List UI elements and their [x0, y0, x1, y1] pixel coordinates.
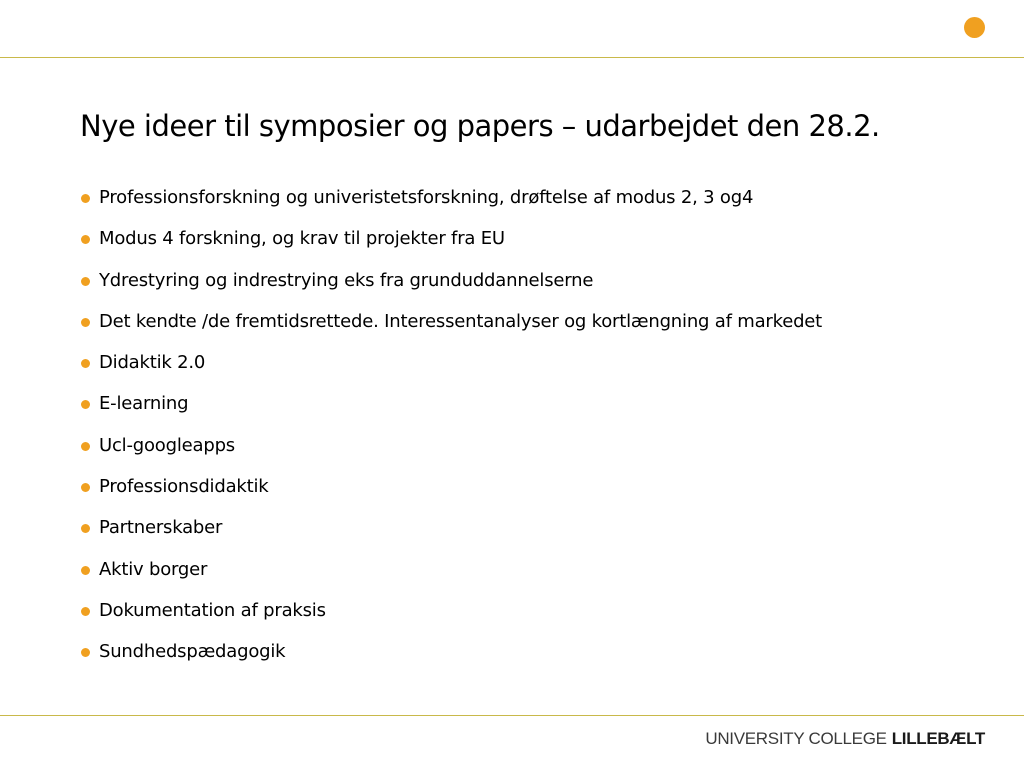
- bullet-icon: [81, 524, 90, 533]
- logo-text-bold: LILLEBÆLT: [891, 729, 985, 748]
- bullet-icon: [81, 400, 90, 409]
- list-item-text: Aktiv borger: [99, 558, 208, 580]
- list-item: [80, 223, 822, 264]
- bullet-icon: [81, 442, 90, 451]
- bullet-list: [80, 182, 822, 678]
- slide-title: Nye ideer til symposier og papers – udarbejdet den 28.2.: [80, 109, 880, 143]
- list-item-text: Sundhedspædagogik: [99, 641, 286, 663]
- list-item: [80, 471, 822, 512]
- list-item-text: Didaktik 2.0: [99, 352, 206, 374]
- list-item-text: Dokumentation af praksis: [99, 599, 326, 621]
- list-item-text: E-learning: [99, 393, 189, 415]
- orange-dot-icon: [964, 17, 985, 38]
- list-item: [80, 306, 822, 347]
- list-item-text: Professionsdidaktik: [99, 476, 269, 498]
- list-item-text: Professionsforskning og univeristetsforskning, drøftelse af modus 2, 3 og4: [99, 187, 754, 208]
- bullet-icon: [81, 194, 90, 203]
- list-item: [80, 636, 822, 677]
- bullet-icon: [81, 566, 90, 575]
- logo-text-light: UNIVERSITY COLLEGE: [705, 729, 887, 748]
- list-item: [80, 512, 822, 553]
- bullet-icon: [81, 235, 90, 244]
- top-divider: [0, 57, 1024, 58]
- list-item: [80, 595, 822, 636]
- list-item-text: Ydrestyring og indrestrying eks fra grunduddannelserne: [99, 269, 594, 291]
- list-item: [80, 347, 822, 388]
- list-item: [80, 265, 822, 306]
- bullet-icon: [81, 483, 90, 492]
- list-item-text: Partnerskaber: [99, 517, 223, 539]
- footer-logo: [705, 729, 985, 749]
- bullet-icon: [81, 318, 90, 327]
- list-item-text: Modus 4 forskning, og krav til projekter fra EU: [99, 228, 505, 250]
- bottom-divider: [0, 715, 1024, 716]
- bullet-icon: [81, 359, 90, 368]
- list-item-text: Ucl-googleapps: [99, 434, 235, 456]
- bullet-icon: [81, 277, 90, 286]
- bullet-icon: [81, 648, 90, 657]
- list-item: [80, 430, 822, 471]
- list-item: [80, 554, 822, 595]
- bullet-icon: [81, 607, 90, 616]
- list-item: [80, 182, 822, 223]
- list-item-text: Det kendte /de fremtidsrettede. Interessentanalyser og kortlængning af markedet: [99, 310, 823, 332]
- list-item: [80, 388, 822, 429]
